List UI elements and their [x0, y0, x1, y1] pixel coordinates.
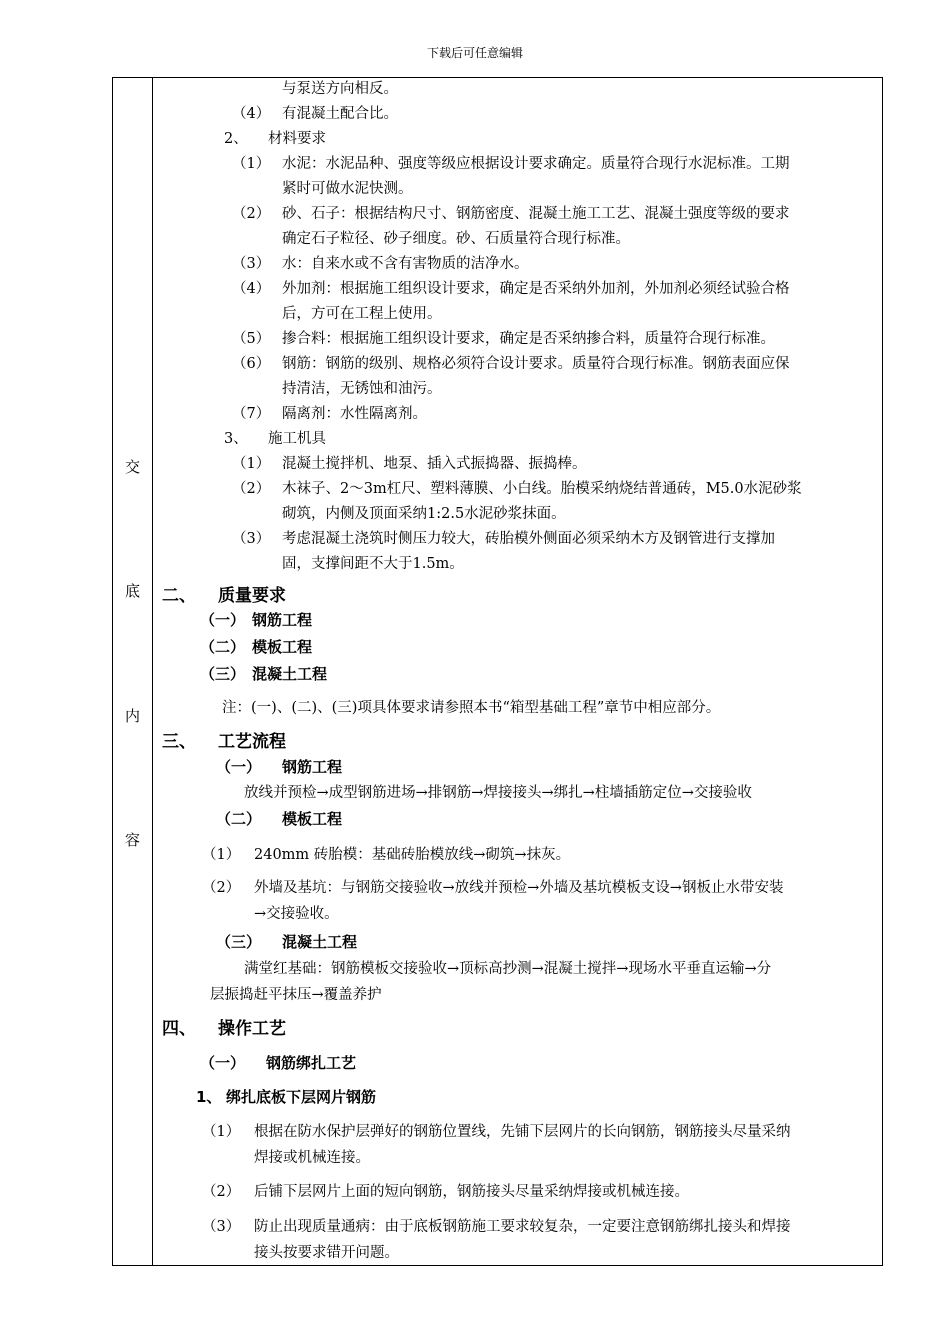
subsection-title: 钢筋绑扎工艺	[266, 1054, 357, 1072]
section-number: 三、	[162, 732, 196, 752]
subsection-number: （二）	[200, 638, 246, 656]
subsection-title: 混凝土工程	[282, 933, 358, 951]
text-line: 固，支撑间距不大于1.5m。	[282, 556, 464, 572]
text-line: 外加剂：根据施工组织设计要求，确定是否采纳外加剂，外加剂必须经试验合格	[282, 281, 790, 297]
section-title: 操作工艺	[218, 1019, 286, 1039]
subsection-title: 钢筋工程	[282, 758, 343, 776]
item-number: （2）	[232, 206, 271, 222]
text-line: 木袜子、2～3m杠尺、塑料薄膜、小白线。胎模采纳烧结普通砖，M5.0水泥砂浆	[282, 481, 802, 497]
left-label-char: 交	[124, 458, 140, 476]
subsection-title: 模板工程	[252, 638, 313, 656]
text-line: 隔离剂：水性隔离剂。	[282, 406, 427, 422]
text-line: 持清洁，无锈蚀和油污。	[282, 381, 442, 397]
subsection-title: 模板工程	[282, 810, 343, 828]
item-number: （1）	[202, 847, 241, 863]
subsection-number: （一）	[200, 611, 246, 629]
item-number: （4）	[232, 281, 271, 297]
text-line: 砂、石子：根据结构尺寸、钢筋密度、混凝土施工工艺、混凝土强度等级的要求	[282, 206, 790, 222]
text-line: 有混凝土配合比。	[282, 106, 398, 122]
subsection-title: 钢筋工程	[252, 611, 313, 629]
section-number: 二、	[162, 586, 196, 606]
item-number: （3）	[202, 1219, 241, 1235]
subsection-number: （三）	[216, 933, 262, 951]
document-table	[112, 77, 883, 1266]
text-line: 根据在防水保护层弹好的钢筋位置线，先铺下层网片的长向钢筋，钢筋接头尽量采纳	[254, 1124, 791, 1140]
item-title: 绑扎底板下层网片钢筋	[226, 1088, 377, 1106]
item-number: （1）	[202, 1124, 241, 1140]
text-line: 与泵送方向相反。	[282, 81, 398, 97]
item-number: （5）	[232, 331, 271, 347]
left-label-char: 底	[124, 582, 140, 600]
flow-text: 满堂红基础：钢筋模板交接验收→顶标高抄测→混凝土搅拌→现场水平垂直运输→分	[244, 961, 772, 977]
section-title: 质量要求	[218, 586, 286, 606]
item-number: 3、	[224, 431, 248, 447]
text-line: 防止出现质量通病：由于底板钢筋施工要求较复杂，一定要注意钢筋绑扎接头和焊接	[254, 1219, 791, 1235]
text-line: 240mm 砖胎模：基础砖胎模放线→砌筑→抹灰。	[254, 847, 571, 863]
left-label-char: 内	[124, 707, 140, 725]
item-number: （3）	[232, 256, 271, 272]
text-line: 钢筋：钢筋的级别、规格必须符合设计要求。质量符合现行标准。钢筋表面应保	[282, 356, 790, 372]
flow-text: 放线并预检→成型钢筋进场→排钢筋→焊接接头→绑扎→柱墙插筋定位→交接验收	[244, 785, 752, 801]
subsection-title: 混凝土工程	[252, 665, 328, 683]
text-line: 接头按要求错开问题。	[254, 1245, 399, 1261]
text-line: 施工机具	[268, 431, 326, 447]
section-number: 四、	[162, 1019, 196, 1039]
text-line: 砌筑，内侧及顶面采纳1:2.5水泥砂浆抹面。	[282, 506, 566, 522]
text-line: 焊接或机械连接。	[254, 1150, 370, 1166]
item-number: （4）	[232, 106, 271, 122]
item-number: 1、	[196, 1088, 222, 1106]
flow-text: 层振捣赶平抹压→覆盖养护	[210, 987, 382, 1003]
left-label-char: 容	[124, 831, 140, 849]
item-number: （2）	[232, 481, 271, 497]
text-line: 材料要求	[268, 131, 326, 147]
text-line: 掺合料：根据施工组织设计要求，确定是否采纳掺合料，质量符合现行标准。	[282, 331, 775, 347]
item-number: （3）	[232, 531, 271, 547]
text-line: 紧时可做水泥快测。	[282, 181, 413, 197]
section-title: 工艺流程	[218, 732, 286, 752]
subsection-number: （二）	[216, 810, 262, 828]
page-header: 下载后可任意编辑	[426, 46, 523, 60]
left-label-column	[113, 78, 153, 1265]
text-line: →交接验收。	[254, 906, 339, 922]
item-number: （2）	[202, 880, 241, 896]
item-number: （2）	[202, 1184, 241, 1200]
note-text: 注：(一)、(二)、(三)项具体要求请参照本书“箱型基础工程”章节中相应部分。	[222, 700, 721, 716]
item-number: （6）	[232, 356, 271, 372]
text-line: 水：自来水或不含有害物质的洁净水。	[282, 256, 529, 272]
text-line: 水泥：水泥品种、强度等级应根据设计要求确定。质量符合现行水泥标准。工期	[282, 156, 790, 172]
subsection-number: （一）	[216, 758, 262, 776]
text-line: 后铺下层网片上面的短向钢筋，钢筋接头尽量采纳焊接或机械连接。	[254, 1184, 689, 1200]
subsection-number: （一）	[200, 1054, 246, 1072]
text-line: 混凝土搅拌机、地泵、插入式振捣器、振捣棒。	[282, 456, 587, 472]
text-line: 考虑混凝土浇筑时侧压力较大，砖胎模外侧面必须采纳木方及钢管进行支撑加	[282, 531, 775, 547]
content-area	[154, 78, 882, 1265]
subsection-number: （三）	[200, 665, 246, 683]
item-number: （7）	[232, 406, 271, 422]
text-line: 外墙及基坑：与钢筋交接验收→放线并预检→外墙及基坑模板支设→钢板止水带安装	[254, 880, 784, 896]
item-number: （1）	[232, 456, 271, 472]
text-line: 后，方可在工程上使用。	[282, 306, 442, 322]
text-line: 确定石子粒径、砂子细度。砂、石质量符合现行标准。	[282, 231, 630, 247]
item-number: 2、	[224, 131, 248, 147]
item-number: （1）	[232, 156, 271, 172]
